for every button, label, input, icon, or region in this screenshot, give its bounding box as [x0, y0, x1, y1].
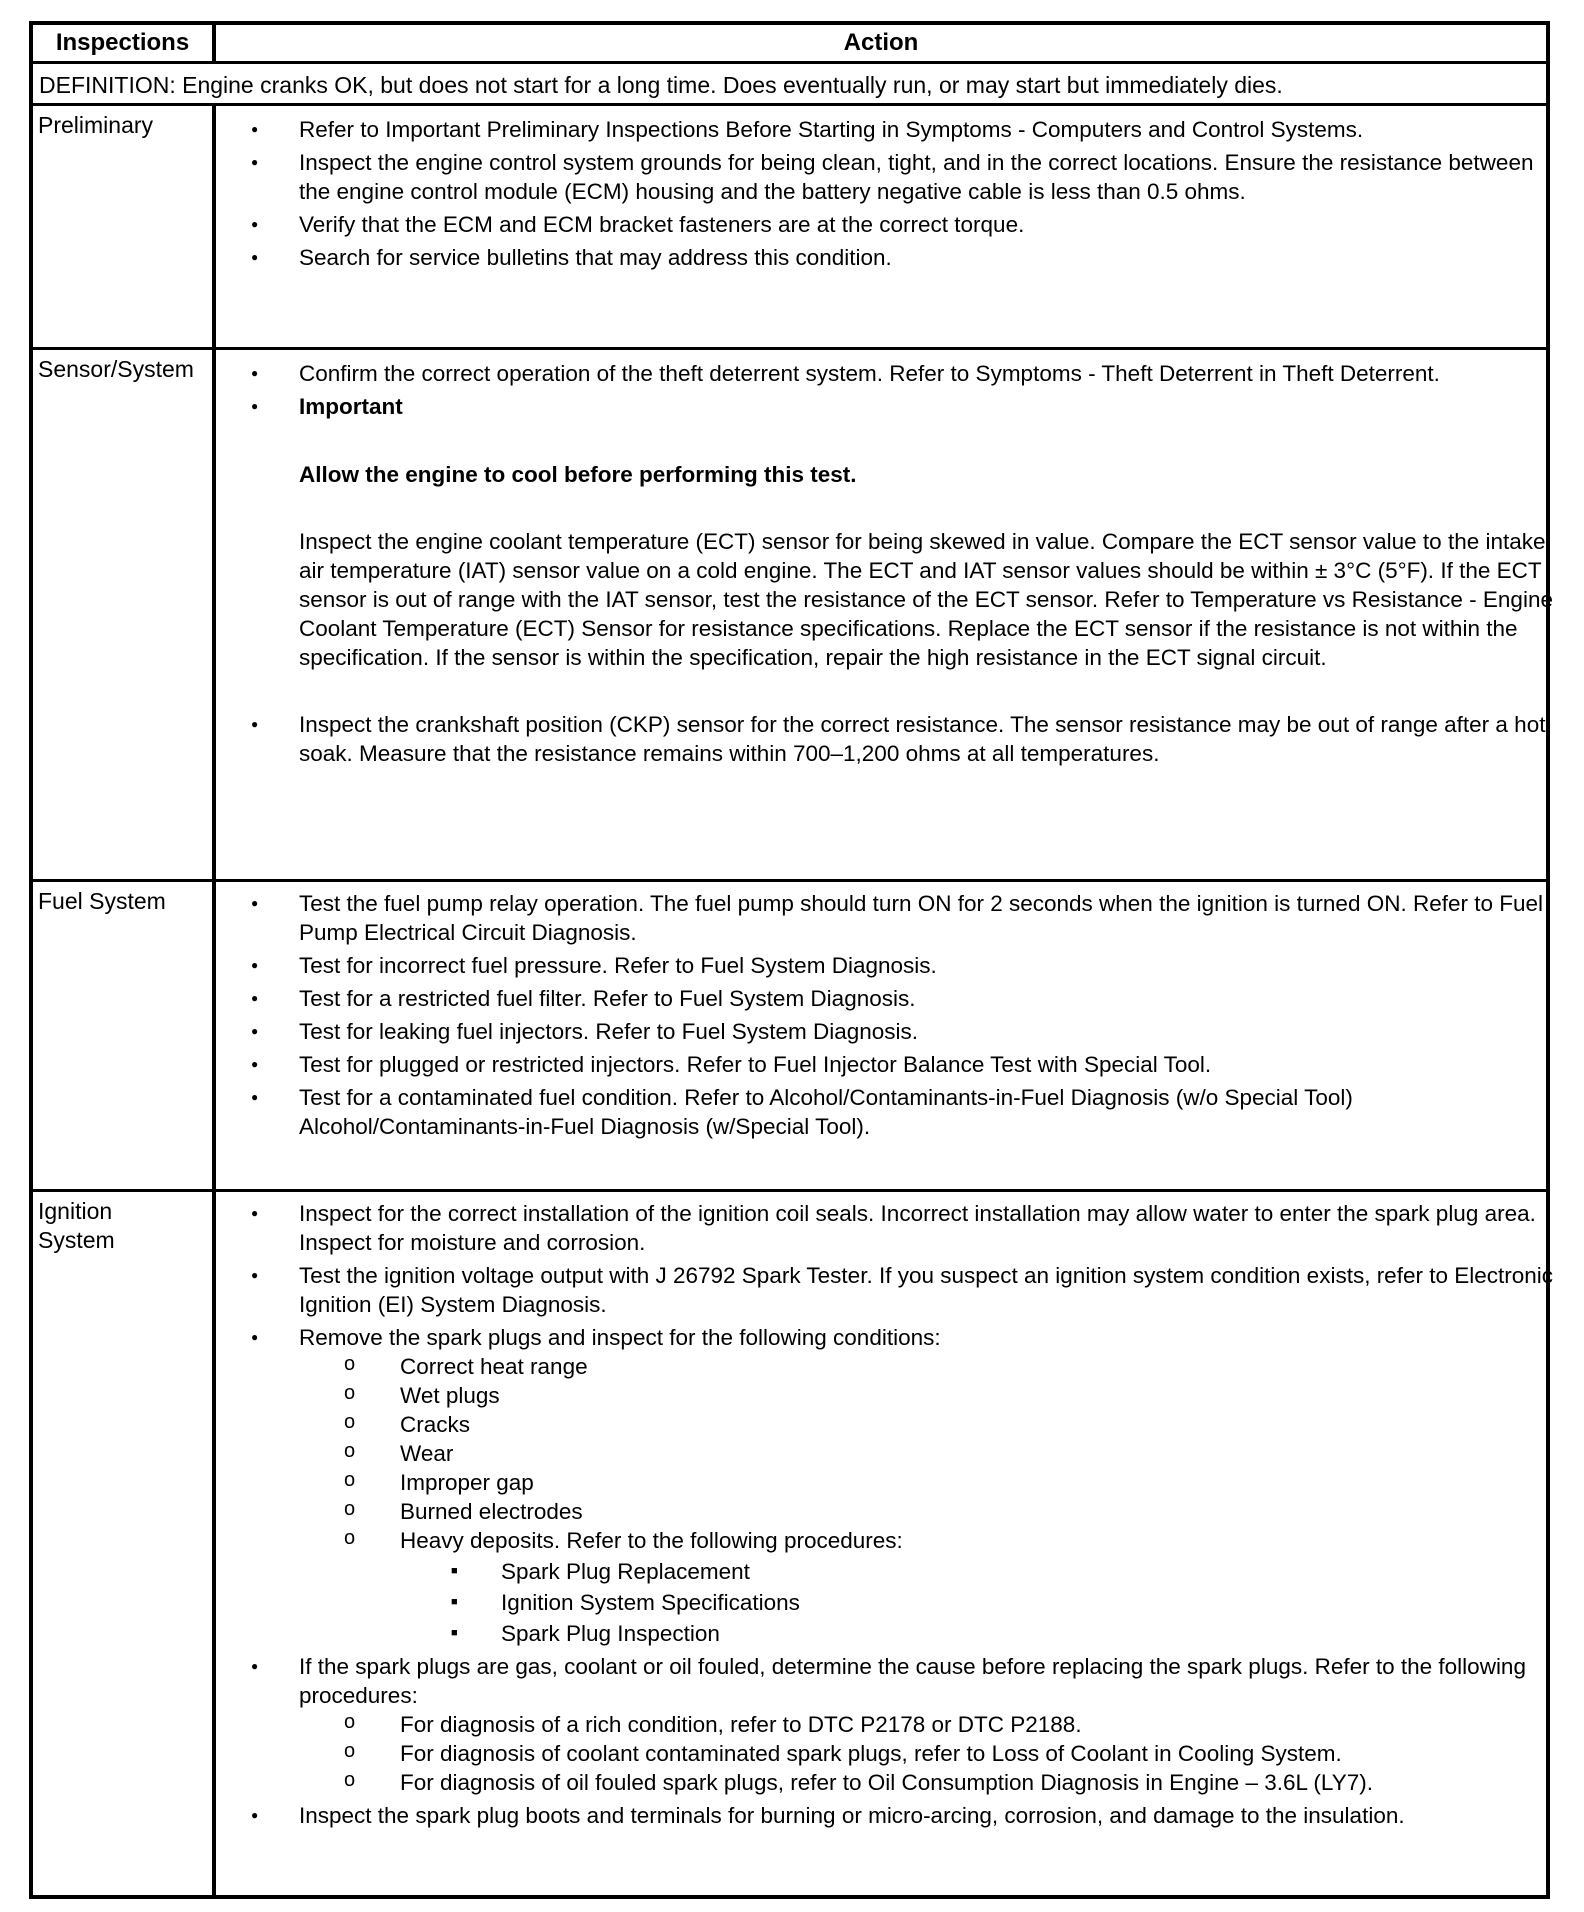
list-item: ● Test the fuel pump relay operation. The fuel pump should turn ON for 2 seconds when the ignition is turned ON. Refer to Fuel Pump Electrical Circuit Diagnosis. — [214, 889, 1566, 947]
list-item: ● Test for a restricted fuel filter. Refer to Fuel System Diagnosis. — [214, 984, 1566, 1013]
list-item — [214, 392, 1566, 672]
row-divider — [33, 1189, 1546, 1192]
row-label-sensor-system: Sensor/System — [38, 356, 194, 382]
row-divider — [33, 879, 1546, 882]
header-action: Action — [843, 29, 919, 56]
list-item: ● Inspect for the correct installation of the ignition coil seals. Incorrect installation may allow water to enter the spark plug area. Inspect for moisture and corrosion. — [214, 1199, 1566, 1257]
fuel-actions — [266, 889, 1566, 1145]
list-item: ● Test the ignition voltage output with J 26792 Spark Tester. If you suspect an ignition system condition exists, refer to Electronic Ignition (EI) System Diagnosis. — [214, 1261, 1566, 1319]
preliminary-actions — [266, 115, 1566, 276]
condition-item — [299, 1526, 1566, 1648]
diagnosis-item: o For diagnosis of coolant contaminated spark plugs, refer to Loss of Coolant in Cooling System. — [299, 1739, 1566, 1768]
procedure-item: ■ Ignition System Specifications — [400, 1588, 1566, 1617]
list-item: ● Refer to Important Preliminary Inspections Before Starting in Symptoms - Computers and Control Systems. — [214, 115, 1566, 144]
list-item: ● Search for service bulletins that may address this condition. — [214, 243, 1566, 272]
list-item: ● Test for plugged or restricted injectors. Refer to Fuel Injector Balance Test with Special Tool. — [214, 1050, 1566, 1079]
condition-item: o Improper gap — [299, 1468, 1566, 1497]
list-item: ● Test for incorrect fuel pressure. Refer to Fuel System Diagnosis. — [214, 951, 1566, 980]
row-label-preliminary: Preliminary — [38, 112, 154, 138]
procedure-item: ■ Spark Plug Inspection — [400, 1619, 1566, 1648]
list-item: ● Test for leaking fuel injectors. Refer to Fuel System Diagnosis. — [214, 1017, 1566, 1046]
header-inspections: Inspections — [55, 29, 190, 56]
list-item: ● Verify that the ECM and ECM bracket fasteners are at the correct torque. — [214, 210, 1566, 239]
condition-item: o Wear — [299, 1439, 1566, 1468]
row-label-line: System — [38, 1227, 115, 1253]
ect-instructions: Inspect the engine coolant temperature (ECT) sensor for being skewed in value. Compare the ECT sensor value to the intake air temperature (IAT) sensor value on a cold engine. The ECT and IAT sensor values should be within ± 3°C (5°F). If the ECT sensor is out of range with the IAT sensor, test the resistance of the ECT sensor. Refer to Temperature vs Resistance - Engine Coolant Temperature (ECT) Sensor for resistance specifications. Replace the ECT sensor if the resistance is not within the specification. If the sensor is within the specification, repair the high resistance in the ECT signal circuit. — [299, 529, 1553, 670]
important-label: ● Important — [299, 394, 403, 419]
row-divider — [33, 347, 1546, 350]
sensor-actions — [266, 359, 1566, 772]
diagnosis-item: o For diagnosis of oil fouled spark plugs, refer to Oil Consumption Diagnosis in Engine – 3.6L (LY7). — [299, 1768, 1566, 1797]
list-item: ● Inspect the engine control system grounds for being clean, tight, and in the correct locations. Ensure the resistance between the engine control module (ECM) housing and the battery negative cable is less than 0.5 ohms. — [214, 148, 1566, 206]
condition-item: o Burned electrodes — [299, 1497, 1566, 1526]
definition-divider — [33, 103, 1546, 106]
procedure-item: ■ Spark Plug Replacement — [400, 1557, 1566, 1586]
row-label-fuel-system: Fuel System — [38, 888, 166, 914]
list-item: ● Test for a contaminated fuel condition. Refer to Alcohol/Contaminants-in-Fuel Diagnosis (w/o Special Tool) Alcohol/Contaminants-in-Fuel Diagnosis (w/Special Tool). — [214, 1083, 1566, 1141]
header-divider — [33, 61, 1546, 64]
row-label-line: Ignition — [38, 1198, 113, 1224]
list-item-text: ● If the spark plugs are gas, coolant or oil fouled, determine the cause before replacing the spark plugs. Refer to the following procedures: — [299, 1654, 1526, 1708]
inspection-table — [29, 21, 1554, 1899]
condition-item: o Correct heat range — [299, 1352, 1566, 1381]
list-item — [214, 1323, 1566, 1648]
diagnosis-item: o For diagnosis of a rich condition, refer to DTC P2178 or DTC P2188. — [299, 1710, 1566, 1739]
row-label-ignition-system — [38, 1197, 115, 1255]
condition-item: o Wet plugs — [299, 1381, 1566, 1410]
list-item: ● Inspect the spark plug boots and terminals for burning or micro-arcing, corrosion, and damage to the insulation. — [214, 1801, 1566, 1830]
list-item-text: ● Remove the spark plugs and inspect for the following conditions: — [299, 1325, 941, 1350]
list-item — [214, 1652, 1566, 1797]
list-item: ● Confirm the correct operation of the theft deterrent system. Refer to Symptoms - Theft Deterrent in Theft Deterrent. — [214, 359, 1566, 388]
condition-text: o Heavy deposits. Refer to the following procedures: — [400, 1528, 903, 1553]
list-item: ● Inspect the crankshaft position (CKP) sensor for the correct resistance. The sensor resistance may be out of range after a hot soak. Measure that the resistance remains within 700–1,200 ohms at all temperatures. — [214, 710, 1566, 768]
important-note: Allow the engine to cool before performing this test. — [299, 462, 857, 487]
definition-text: DEFINITION: Engine cranks OK, but does not start for a long time. Does eventually run, or may start but immediately dies. — [39, 72, 1283, 98]
ignition-actions — [266, 1199, 1566, 1834]
condition-item: o Cracks — [299, 1410, 1566, 1439]
